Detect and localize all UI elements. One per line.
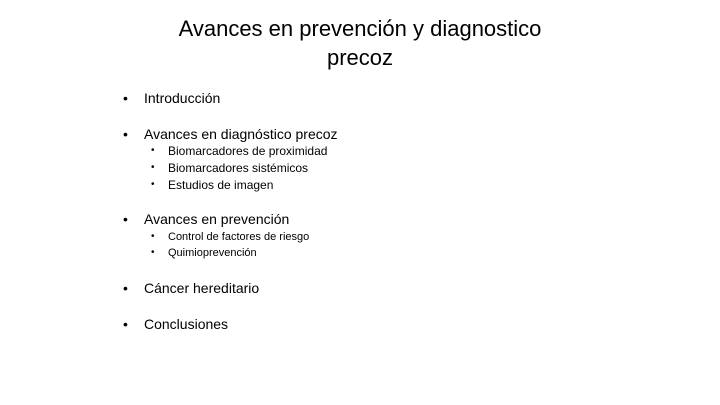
bullet-icon: •: [151, 145, 155, 156]
sub-bullet-label: Estudios de imagen: [168, 178, 274, 192]
bullet-label: Introducción: [144, 90, 221, 106]
bullet-icon: •: [151, 179, 155, 190]
sub-bullet-label: Biomarcadores sistémicos: [168, 161, 309, 175]
bullet-icon: •: [151, 247, 155, 258]
bullet-icon: •: [151, 162, 155, 173]
bullet-label: Conclusiones: [144, 316, 229, 332]
bullet-icon: •: [123, 280, 128, 296]
bullet-label: Cáncer hereditario: [144, 280, 260, 296]
bullet-icon: •: [151, 231, 155, 242]
bullet-icon: •: [123, 90, 128, 106]
bullet-icon: •: [123, 316, 128, 332]
sub-bullet-label: Biomarcadores de proximidad: [168, 144, 328, 158]
bullet-label: Avances en prevención: [144, 211, 290, 227]
slide-title: [0, 14, 720, 72]
bullet-icon: •: [123, 126, 128, 142]
slide-title-line-2: precoz: [326, 45, 394, 70]
sub-bullet-label: Control de factores de riesgo: [168, 231, 310, 243]
sub-bullet-label: Quimioprevención: [168, 247, 257, 259]
bullet-icon: •: [123, 211, 128, 227]
bullet-label: Avances en diagnóstico precoz: [144, 126, 338, 142]
slide-title-line-1: Avances en prevención y diagnostico: [178, 16, 542, 41]
